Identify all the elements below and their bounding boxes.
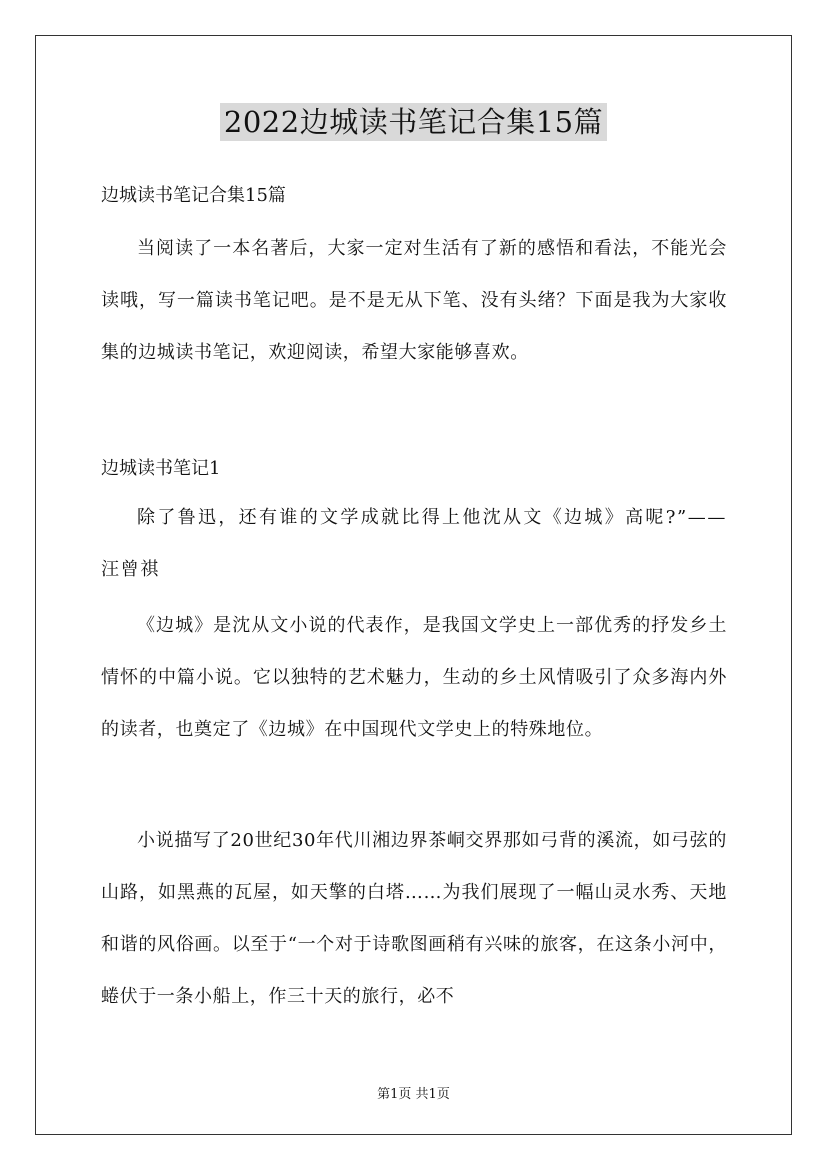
paragraph-description: 小说描写了20世纪30年代川湘边界茶峒交界那如弓背的溪流，如弓弦的山路，如黑燕的瓦屋，如天擎的白塔……为我们展现了一幅山灵水秀、天地和谐的风俗画。以至于“一个对于诗歌图画稍有兴味的旅客，在这条小河中，蜷伏于一条小船上，作三十天的旅行，必不 — [101, 830, 727, 1007]
document-title: 2022边城读书笔记合集15篇 — [220, 103, 607, 141]
document-subtitle: 边城读书笔记合集15篇 — [101, 185, 286, 206]
document-title-wrap — [0, 100, 827, 141]
page-footer: 第1页 共1页 — [377, 1087, 450, 1102]
paragraph-intro-biancheng: 《边城》是沈从文小说的代表作，是我国文学史上一部优秀的抒发乡土情怀的中篇小说。它以独特的艺术魅力，生动的乡土风情吸引了众多海内外的读者，也奠定了《边城》在中国现代文学史上的特殊地位。 — [101, 615, 727, 740]
intro-paragraph: 当阅读了一本名著后，大家一定对生活有了新的感悟和看法，不能光会读哦，写一篇读书笔记吧。是不是无从下笔、没有头绪？下面是我为大家收集的边城读书笔记，欢迎阅读，希望大家能够喜欢。 — [101, 238, 727, 363]
section-heading: 边城读书笔记1 — [101, 458, 221, 479]
paragraph-quote: 除了鲁迅，还有谁的文学成就比得上他沈从文《边城》高呢?”——汪曾祺 — [101, 507, 727, 580]
